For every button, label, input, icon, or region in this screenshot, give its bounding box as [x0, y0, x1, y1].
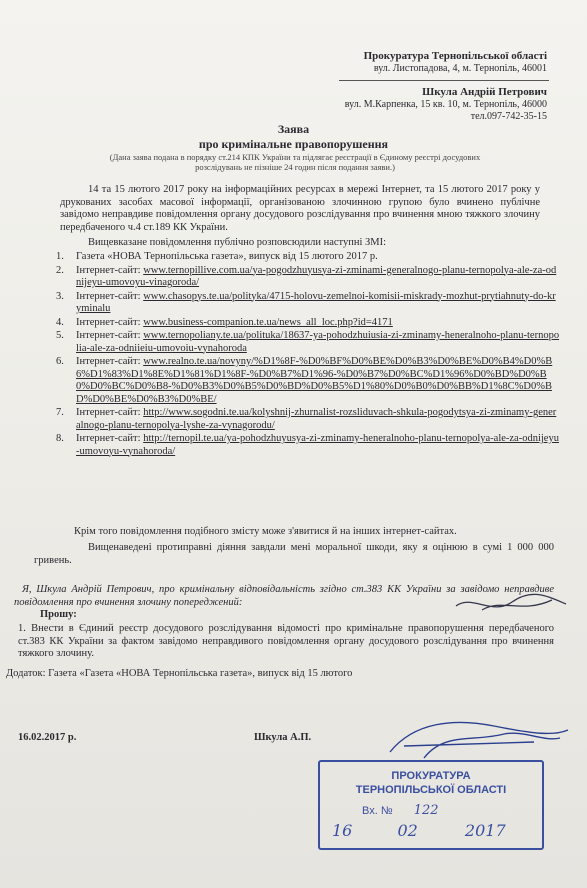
list-item: 8. Інтернет-сайт: http://ternopil.te.ua/ya-pohodzhuyusya-zi-zminamy-heneralnoho-planu-ternopolya-ale-za-odnijeyu-umovoyu-vynahoroda/	[56, 433, 559, 457]
registration-note-line2: розслідувань не пізніше 24 годин після подання заяви.)	[195, 162, 395, 172]
list-item: 2. Інтернет-сайт: www.ternopillive.com.ua/ya-pogodzhuyusya-zi-zminami-generalnogo-planu-ternopolya-ale-za-odnijeyu-umovoyu-vinagoroda/	[56, 264, 557, 288]
other-sites-note: Крім того повідомлення подібного змісту може з'явитися й на інших інтернет-сайтах.	[74, 526, 457, 537]
document-subtitle: про кримінальне правопорушення	[198, 137, 389, 151]
recipient-name: Прокуратура Тернопільської області	[363, 50, 547, 62]
site-link[interactable]: http://www.sogodni.te.ua/kolyshnij-zhurnalist-rozsliduvach-shkula-pogodytsya-zi-zminamy-generalnogo-planu-ternopolya-lyshe-za-vynagorodu/	[76, 407, 557, 431]
site-link[interactable]: www.ternopillive.com.ua/ya-pogodzhuyusya-zi-zminami-generalnogo-planu-ternopolya-ale-za-odnijeyu-umovoyu-vinagoroda/	[76, 264, 557, 288]
stamp-reg-label: Вх. №	[362, 805, 393, 817]
list-item: 3. Інтернет-сайт: www.chasopys.te.ua/polityka/4715-holovu-zemelnoi-komisii-miskrady-mozhut-prytiahnuty-do-kryminalu	[56, 290, 556, 314]
list-intro: Вищевказане повідомлення публічно розповсюдили наступні ЗМІ:	[88, 237, 387, 248]
site-link[interactable]: www.ternopoliany.te.ua/polituka/18637-ya-pohodzhuiusia-zi-zminamy-heneralnoho-planu-ternopolia-ale-za-odniieiu-umovoiu-vynahoroda	[76, 330, 560, 354]
sender-phone: тел.097-742-35-15	[470, 111, 547, 122]
list-item: 7. Інтернет-сайт: http://www.sogodni.te.ua/kolyshnij-zhurnalist-rozsliduvach-shkula-pogodytsya-zi-zminamy-generalnogo-planu-ternopolya-lyshe-za-vynagorodu/	[56, 407, 557, 431]
registration-note-line1: (Дана заява подана в порядку ст.214 КПК України та підлягає реєстрації в Єдиному реєстрі досудових	[109, 152, 481, 162]
damage-paragraph: Вищенаведені протиправні діяння завдали мені моральної шкоди, яку я оцінюю в сумі 1 000 000 гривень.	[34, 542, 554, 566]
sender-block	[345, 86, 547, 123]
attachment-line: Додаток: Газета «Газета «НОВА Тернопільська газета», випуск від 15 лютого	[6, 668, 353, 679]
list-item: 5. Інтернет-сайт: www.ternopoliany.te.ua/polituka/18637-ya-pohodzhuiusia-zi-zminamy-heneralnoho-planu-ternopolia-ale-za-odniieiu-umovoiu-vynahoroda	[56, 330, 560, 354]
stamp-line2: ТЕРНОПІЛЬСЬКОЇ ОБЛАСТІ	[355, 784, 507, 796]
request-title: Прошу:	[40, 609, 77, 620]
registration-stamp	[318, 760, 544, 850]
stamp-month: 02	[397, 821, 418, 840]
site-link[interactable]: www.chasopys.te.ua/polityka/4715-holovu-zemelnoi-komisii-miskrady-mozhut-prytiahnuty-do-kryminalu	[76, 290, 556, 314]
recipient-address: вул. Листопадова, 4, м. Тернопіль, 46001	[373, 63, 547, 74]
media-list	[50, 251, 560, 459]
document-title: Заява	[277, 122, 310, 136]
site-link[interactable]: www.realno.te.ua/novyny/%D1%8F-%D0%BF%D0%BE%D0%B3%D0%BE%D0%B4%D0%B6%D1%83%D1%8E%D1%81%D1%8F-%D0%B7%D1%96-%D0%B7%D0%BC%D1%96%D0%BD%D0%B0%D0%BC%D0%B8-%D0%B3%D0%B5%D0%BD%D0%B5%D1%80%D0%B0%D0%BB%D1%8C%D0%BD%D0%BE%D0%B3%D0%BE/	[76, 356, 553, 405]
stamp-date	[320, 821, 554, 840]
request-item: 1. Внести в Єдиний реєстр досудового розслідування відомості про кримінальне правопорушення передбаченого ст.383 КК України за фактом завідомо неправдивого повідомлення органу досудового розслідування про вчинення тяжкого злочину.	[18, 623, 554, 659]
sender-address: вул. М.Карпенка, 15 кв. 10, м. Тернопіль, 46000	[344, 99, 547, 110]
list-item: 4. Інтернет-сайт: www.business-companion.te.ua/news_all_loc.php?id=4171	[56, 316, 393, 328]
header-divider	[339, 80, 549, 81]
signer-name: Шкула А.П.	[254, 732, 312, 743]
recipient-block	[364, 50, 547, 75]
site-link[interactable]: http://ternopil.te.ua/ya-pohodzhuyusya-zi-zminamy-heneralnoho-planu-ternopolya-ale-za-odnijeyu-umovoyu-vynahoroda/	[76, 433, 559, 457]
stamp-registration	[320, 804, 584, 818]
intro-paragraph: 14 та 15 лютого 2017 року на інформаційних ресурсах в мережі Інтернет, та 15 лютого 2017 року у друкованих засобах масової інформації, організованою злочинною групою було вчинено публічне завідомо неправдиве повідомлення органу досудового розслідування про вчинення мною тяжкого злочину передбаченого ч.4 ст.189 КК України.	[60, 184, 540, 233]
stamp-reg-number: 122	[413, 803, 439, 818]
site-link[interactable]: www.business-companion.te.ua/news_all_loc.php?id=4171	[143, 316, 393, 328]
document-date: 16.02.2017 р.	[18, 732, 77, 743]
liability-warning: Я, Шкула Андрій Петрович, про кримінальну відповідальність згідно ст.383 КК України за завідомо неправдиве повідомлення про вчинення злочину попереджений:	[14, 584, 554, 608]
registration-note	[60, 152, 530, 172]
signature-mark	[452, 592, 572, 618]
stamp-year: 2017	[464, 821, 506, 840]
stamp-day: 16	[332, 821, 353, 840]
list-item: 6. Інтернет-сайт: www.realno.te.ua/novyny/%D1%8F-%D0%BF%D0%BE%D0%B3%D0%BE%D0%B4%D0%B6%D1%83%D1%8E%D1%81%D1%8F-%D0%B7%D1%96-%D0%B7%D0%BC%D1%96%D0%BD%D0%B0%D0%BC%D0%B8-%D0%B3%D0%B5%D0%BD%D0%B5%D1%80%D0%B0%D0%BB%D1%8C%D0%BD%D0%BE%D0%B3%D0%BE/	[56, 356, 553, 405]
list-item: 1. Газета «НОВА Тернопільська газета», випуск від 15 лютого 2017 р.	[56, 251, 378, 262]
sender-name: Шкула Андрій Петрович	[422, 86, 547, 98]
stamp-line1: ПРОКУРАТУРА	[391, 770, 471, 782]
